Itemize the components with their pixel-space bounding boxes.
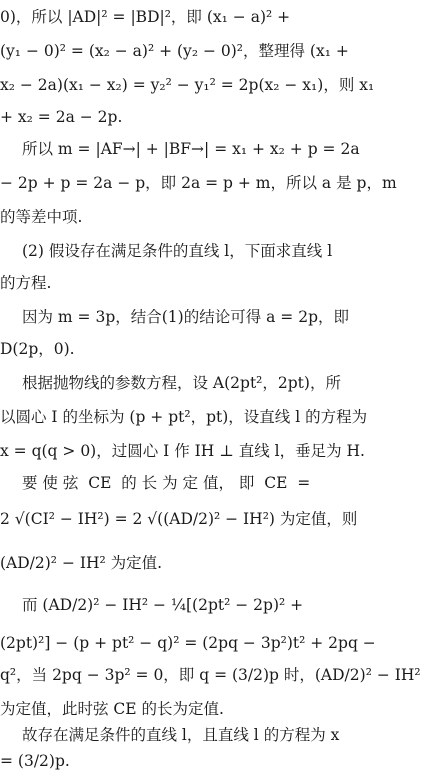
text-line: (y₁ − 0)² = (x₂ − a)² + (y₂ − 0)²，整理得 (x₁ +	[0, 42, 349, 60]
text-line: 而 (AD/2)² − IH² − ¼[(2pt² − 2p)² +	[22, 596, 304, 614]
text-line: x₂ − 2a)(x₁ − x₂) = y₂² − y₁² = 2p(x₂ − x₁)，则 x₁	[0, 76, 375, 94]
text-line: − 2p + p = 2a − p，即 2a = p + m，所以 a 是 p，m	[0, 174, 397, 192]
text-line: D(2p，0).	[0, 340, 75, 358]
text-line: = (3/2)p.	[0, 752, 70, 770]
text-line: 故存在满足条件的直线 l，且直线 l 的方程为 x	[22, 726, 340, 744]
text-line: (2) 假设存在满足条件的直线 l，下面求直线 l	[22, 242, 333, 260]
text-line: 为定值，此时弦 CE 的长为定值.	[0, 700, 224, 718]
text-line: 0)，所以 |AD|² = |BD|²，即 (x₁ − a)² +	[0, 8, 291, 26]
text-line: 所以 m = |AF→| + |BF→| = x₁ + x₂ + p = 2a	[22, 140, 360, 158]
text-line: 2 √(CI² − IH²) = 2 √((AD/2)² − IH²) 为定值，则	[0, 510, 358, 528]
text-line: (2pt)²] − (p + pt² − q)² = (2pq − 3p²)t² + 2pq −	[0, 634, 376, 652]
text-line: 因为 m = 3p，结合(1)的结论可得 a = 2p，即	[22, 308, 349, 326]
text-line: 以圆心 I 的坐标为 (p + pt²，pt)，设直线 l 的方程为	[0, 408, 368, 426]
text-line: x = q(q > 0)，过圆心 I 作 IH ⊥ 直线 l，垂足为 H.	[0, 442, 365, 460]
text-line: 根据抛物线的参数方程，设 A(2pt²，2pt)，所	[22, 374, 341, 392]
text-line: q²，当 2pq − 3p² = 0，即 q = (3/2)p 时，(AD/2)² − IH²	[0, 666, 421, 684]
text-line: 要 使 弦 CE 的 长 为 定 值， 即 CE =	[22, 474, 311, 492]
text-line: + x₂ = 2a − 2p.	[0, 108, 123, 126]
text-line: (AD/2)² − IH² 为定值.	[0, 554, 163, 572]
text-line: 的方程.	[0, 274, 52, 292]
text-line: 的等差中项.	[0, 208, 83, 226]
